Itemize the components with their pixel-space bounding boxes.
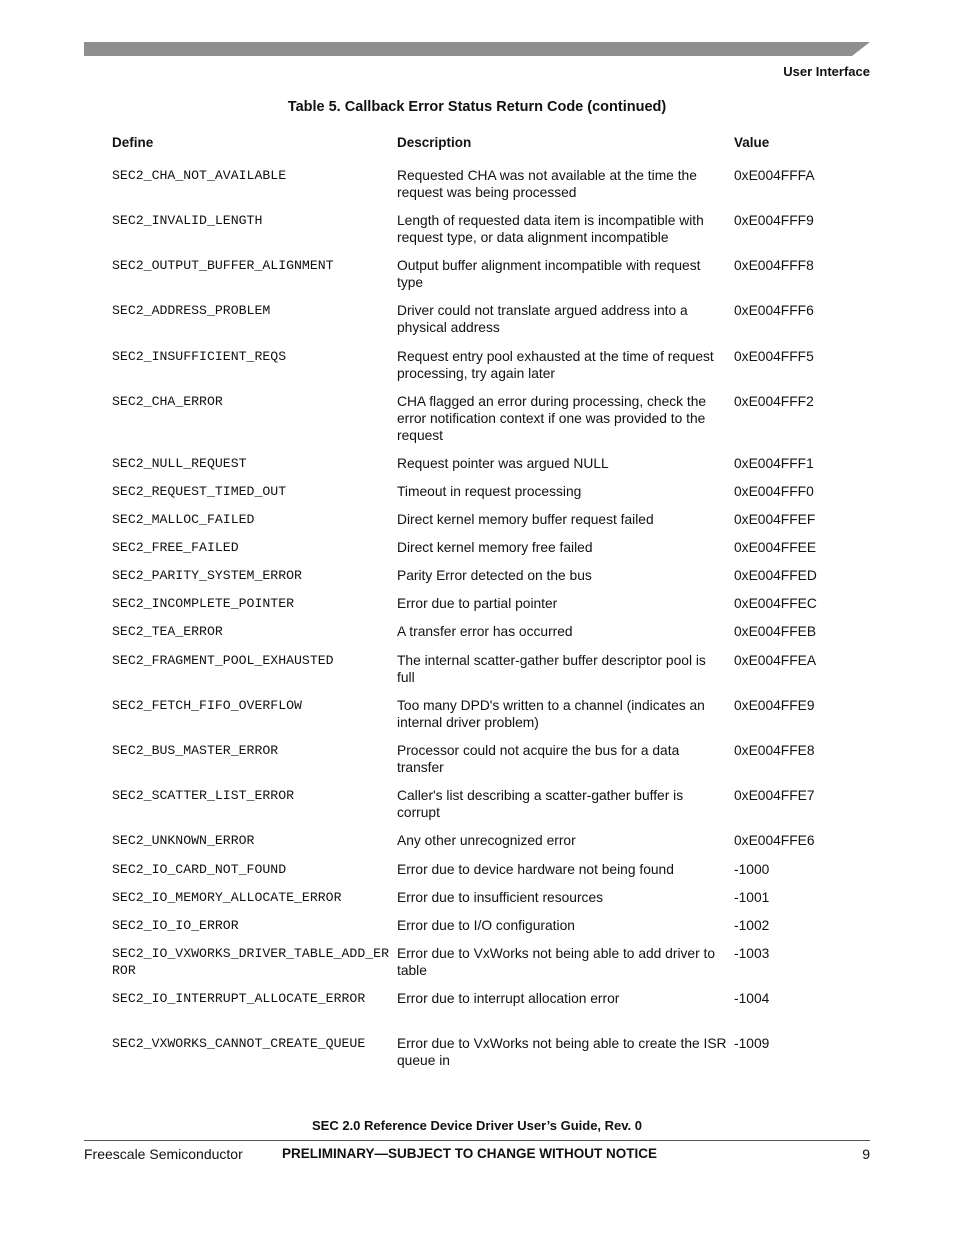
row-description: Direct kernel memory free failed [397, 540, 593, 555]
row-define: SEC2_OUTPUT_BUFFER_ALIGNMENT [112, 258, 334, 273]
row-description: Error due to insufficient resources [397, 890, 604, 905]
row-description: Processor could not acquire the bus for a data transfer [397, 743, 680, 775]
row-value: 0xE004FFF9 [734, 213, 814, 228]
row-description: Any other unrecognized error [397, 833, 576, 848]
row-define: SEC2_FREE_FAILED [112, 540, 239, 555]
section-title: User Interface [783, 64, 870, 79]
row-description: Error due to partial pointer [397, 596, 558, 611]
row-value: -1004 [734, 991, 770, 1006]
page-number: 9 [862, 1146, 870, 1162]
row-define: SEC2_TEA_ERROR [112, 624, 223, 639]
row-define: SEC2_IO_VXWORKS_DRIVER_TABLE_ADD_ERROR [112, 946, 389, 978]
row-define: SEC2_CHA_NOT_AVAILABLE [112, 168, 287, 183]
row-define: SEC2_INVALID_LENGTH [112, 213, 263, 228]
row-define: SEC2_ADDRESS_PROBLEM [112, 303, 271, 318]
row-define: SEC2_SCATTER_LIST_ERROR [112, 788, 295, 803]
row-define: SEC2_NULL_REQUEST [112, 456, 247, 471]
row-define: SEC2_UNKNOWN_ERROR [112, 833, 255, 848]
column-header-define: Define [112, 135, 154, 150]
row-value: 0xE004FFEC [734, 596, 817, 611]
row-value: 0xE004FFE8 [734, 743, 815, 758]
document-title: SEC 2.0 Reference Device Driver User’s Guide, Rev. 0 [312, 1118, 642, 1133]
row-description: Direct kernel memory buffer request failed [397, 512, 654, 527]
row-define: SEC2_IO_IO_ERROR [112, 918, 239, 933]
row-value: -1003 [734, 946, 770, 961]
row-define: SEC2_INCOMPLETE_POINTER [112, 596, 295, 611]
row-value: 0xE004FFF5 [734, 349, 814, 364]
row-define: SEC2_VXWORKS_CANNOT_CREATE_QUEUE [112, 1036, 366, 1051]
row-description: Timeout in request processing [397, 484, 582, 499]
row-define: SEC2_CHA_ERROR [112, 394, 223, 409]
row-description: A transfer error has occurred [397, 624, 573, 639]
row-description: Driver could not translate argued address into a physical address [397, 303, 688, 335]
row-define: SEC2_PARITY_SYSTEM_ERROR [112, 568, 302, 583]
row-value: 0xE004FFE7 [734, 788, 815, 803]
row-description: CHA flagged an error during processing, check the error notification context if one was provided to the request [397, 394, 707, 443]
row-description: Request pointer was argued NULL [397, 456, 609, 471]
table-title: Table 5. Callback Error Status Return Code (continued) [287, 99, 667, 115]
row-description: Error due to VxWorks not being able to add driver to table [397, 946, 716, 978]
row-description: Too many DPD's written to a channel (indicates an internal driver problem) [397, 698, 705, 730]
row-value: 0xE004FFEF [734, 512, 816, 527]
header-bar [84, 42, 870, 56]
row-description: Error due to device hardware not being found [397, 862, 674, 877]
row-value: 0xE004FFF0 [734, 484, 814, 499]
row-value: -1009 [734, 1036, 770, 1051]
row-value: 0xE004FFEB [734, 624, 817, 639]
row-define: SEC2_IO_CARD_NOT_FOUND [112, 862, 287, 877]
row-value: 0xE004FFE9 [734, 698, 815, 713]
row-description: Error due to interrupt allocation error [397, 991, 620, 1006]
row-define: SEC2_INSUFFICIENT_REQS [112, 349, 287, 364]
row-value: 0xE004FFF2 [734, 394, 814, 409]
row-description: Caller's list describing a scatter-gather buffer is corrupt [397, 788, 684, 820]
preliminary-notice: PRELIMINARY—SUBJECT TO CHANGE WITHOUT NOTICE [282, 1146, 658, 1161]
row-value: 0xE004FFF1 [734, 456, 814, 471]
column-header-description: Description [397, 135, 472, 150]
row-value: 0xE004FFEE [734, 540, 817, 555]
footer-divider [84, 1140, 870, 1141]
row-value: 0xE004FFEA [734, 653, 817, 668]
row-value: -1002 [734, 918, 770, 933]
row-description: Requested CHA was not available at the time the request was being processed [397, 168, 697, 200]
row-define: SEC2_MALLOC_FAILED [112, 512, 255, 527]
row-description: Output buffer alignment incompatible with request type [397, 258, 701, 290]
row-define: SEC2_IO_MEMORY_ALLOCATE_ERROR [112, 890, 342, 905]
row-define: SEC2_FETCH_FIFO_OVERFLOW [112, 698, 302, 713]
row-define: SEC2_REQUEST_TIMED_OUT [112, 484, 287, 499]
row-description: Error due to I/O configuration [397, 918, 575, 933]
row-value: 0xE004FFE6 [734, 833, 815, 848]
row-define: SEC2_IO_INTERRUPT_ALLOCATE_ERROR [112, 991, 366, 1006]
row-value: 0xE004FFED [734, 568, 817, 583]
row-description: Parity Error detected on the bus [397, 568, 592, 583]
row-value: 0xE004FFF8 [734, 258, 814, 273]
row-description: Error due to VxWorks not being able to create the ISR queue in [397, 1036, 727, 1068]
row-define: SEC2_FRAGMENT_POOL_EXHAUSTED [112, 653, 334, 668]
row-value: 0xE004FFF6 [734, 303, 814, 318]
column-header-value: Value [734, 135, 770, 150]
row-description: Length of requested data item is incompatible with request type, or data alignment incompatible [397, 213, 704, 245]
row-value: 0xE004FFFA [734, 168, 815, 183]
row-value: -1000 [734, 862, 770, 877]
row-define: SEC2_BUS_MASTER_ERROR [112, 743, 279, 758]
row-description: The internal scatter-gather buffer descriptor pool is full [397, 653, 706, 685]
company-name: Freescale Semiconductor [84, 1146, 243, 1162]
row-value: -1001 [734, 890, 770, 905]
row-description: Request entry pool exhausted at the time of request processing, try again later [397, 349, 714, 381]
